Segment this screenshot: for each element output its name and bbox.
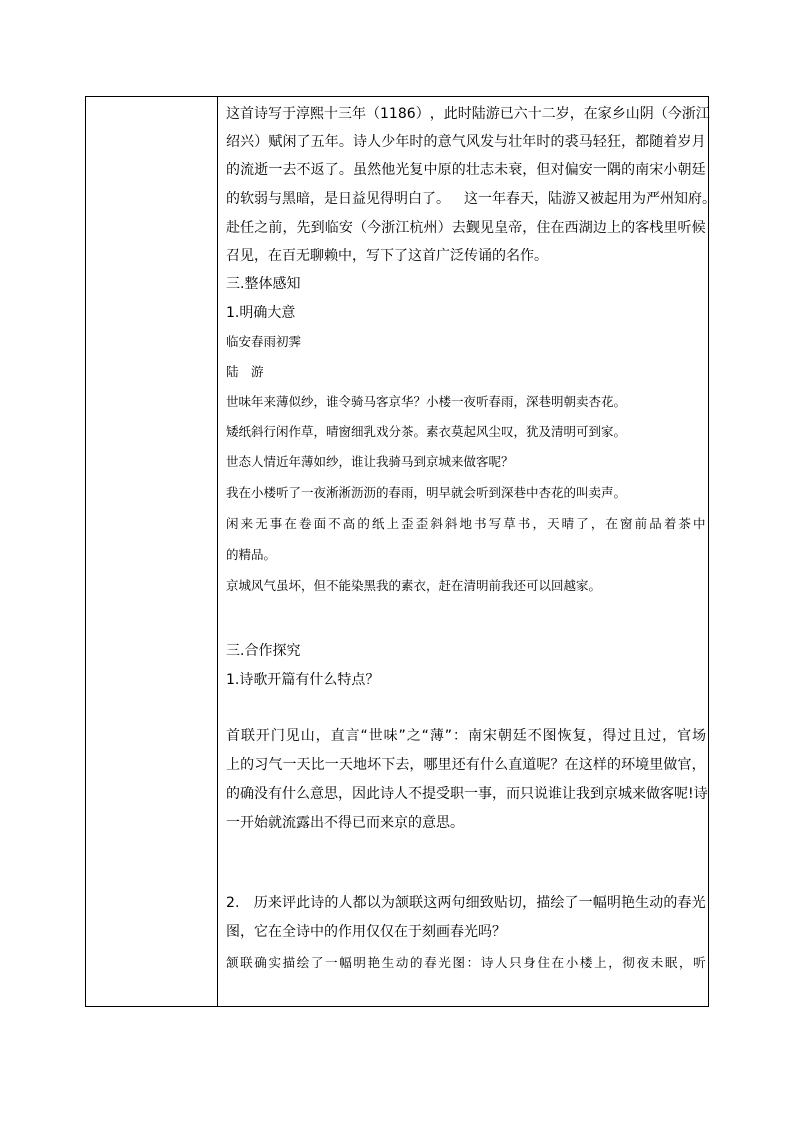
translation-line: 的精品。 [226, 547, 277, 562]
translation-line: 闲 来 无 事 在 卷 面 不 高 的 纸 上 歪 歪 斜 斜 地 书 写 草 书 ， 天 晴 了 ， 在 窗 前 品 着 茶 中 [226, 516, 706, 531]
translation-line: 京城风气虽坏，但不能染黑我的素衣，赶在清明前我还可以回越家。 [226, 578, 602, 593]
poem-line: 世味年来薄似纱，谁令骑马客京华？小楼一夜听春雨，深巷明朝卖杏花。 [226, 394, 627, 409]
background-line: 这 首 诗 写 于 淳 熙 十 三 年 （ 1 1 8 6 ） ， 此 时 陆 游 已 六 十 二 岁 ， 在 家 乡 山 阴 （ 今 浙 江 [226, 106, 710, 122]
answer-line: 一开始就流露出不得已而来京的意思。 [226, 815, 464, 831]
background-line: 赴 任 之 前 ， 先 到 临 安 （ 今 浙 江 杭 州 ） 去 觐 见 皇 帝 ， 住 在 西 湖 边 上 的 客 栈 里 听 候 [226, 220, 706, 236]
background-line: 的 流 逝 一 去 不 返 了 。 虽 然 他 光 复 中 原 的 壮 志 未 衰 ， 但 对 偏 安 一 隅 的 南 宋 小 朝 廷 [226, 162, 706, 178]
table-left-column [86, 97, 218, 1006]
section-heading: 三.整体感知 [226, 276, 301, 292]
poem-line: 矮纸斜行闲作草，晴窗细乳戏分茶。素衣莫起风尘叹，犹及清明可到家。 [226, 424, 627, 439]
answer-line: 首 联 开 门 见 山 ， 直 言 “ 世 味 ” 之 “ 薄 ” ： 南 宋 朝 廷 不 图 恢 复 ， 得 过 且 过 ， 官 场 [226, 728, 706, 744]
question-line: 图，它在全诗中的作用仅仅在于刻画春光吗？ [226, 924, 506, 940]
poem-title: 临安春雨初霁 [226, 334, 302, 349]
background-line: 召见，在百无聊赖中，写下了这首广泛传诵的名作。 [226, 248, 548, 264]
poem-author: 陆 游 [226, 364, 264, 379]
translation-line: 我在小楼听了一夜淅淅沥沥的春雨，明早就会听到深巷中杏花的叫卖声。 [226, 485, 627, 500]
content-table [85, 96, 716, 1007]
subsection-heading: 1.明确大意 [226, 305, 296, 321]
section-heading: 三.合作探究 [226, 643, 301, 659]
answer-line: 上 的 习 气 一 天 比 一 天 地 坏 下 去 ， 哪 里 还 有 什 么 直 道 呢 ？ 在 这 样 的 环 境 里 做 官 ， [226, 757, 706, 773]
question-line: 2 . 历 来 评 此 诗 的 人 都 以 为 颔 联 这 两 句 细 致 贴 切 ， 描 绘 了 一 幅 明 艳 生 动 的 春 光 [226, 895, 706, 911]
question: 1.诗歌开篇有什么特点？ [226, 672, 380, 688]
translation-line: 世态人情近年薄如纱，谁让我骑马到京城来做客呢？ [226, 454, 514, 469]
background-line: 的 软 弱 与 黑 暗 ， 是 日 益 见 得 明 白 了 。 这 一 年 春 天 ， 陆 游 又 被 起 用 为 严 州 知 府 。 [226, 191, 716, 207]
answer-line: 颔 联 确 实 描 绘 了 一 幅 明 艳 生 动 的 春 光 图 ： 诗 人 只 身 住 在 小 楼 上 ， 彻 夜 未 眠 ， 听 [226, 955, 706, 970]
background-line: 绍 兴 ） 赋 闲 了 五 年 。 诗 人 少 年 时 的 意 气 风 发 与 壮 年 时 的 裘 马 轻 狂 ， 都 随 着 岁 月 [226, 134, 706, 150]
answer-line: 的 确 没 有 什 么 意 思 ， 因 此 诗 人 不 提 受 职 一 事 ， 而 只 说 谁 让 我 到 京 城 来 做 客 呢 ! 诗 [226, 786, 708, 802]
